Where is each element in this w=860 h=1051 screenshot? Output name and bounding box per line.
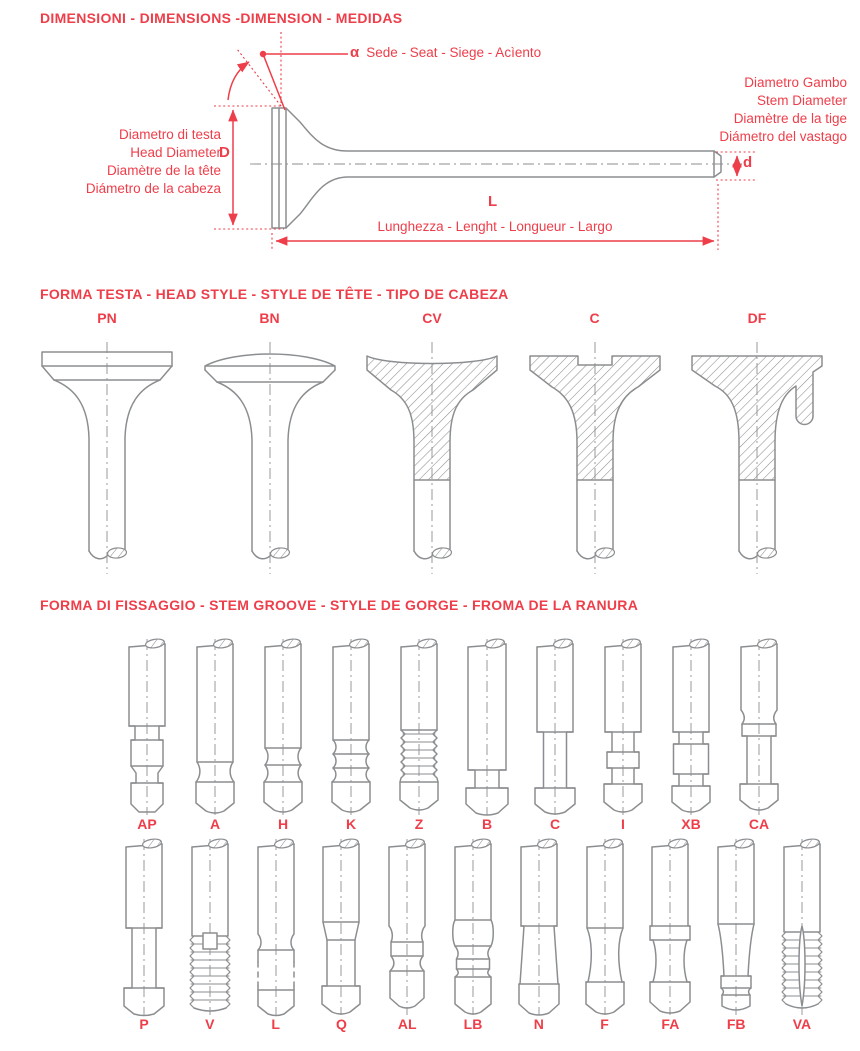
groove-fb-drawing bbox=[704, 836, 768, 1018]
stem-groove-row-2 bbox=[112, 836, 834, 1032]
groove-p-drawing bbox=[112, 836, 176, 1018]
groove-va-drawing bbox=[770, 836, 834, 1018]
groove-code: AP bbox=[137, 816, 157, 832]
groove-b-drawing bbox=[455, 636, 519, 818]
groove-a bbox=[183, 636, 247, 832]
groove-b bbox=[455, 636, 519, 832]
seat-angle-arc bbox=[228, 62, 249, 100]
groove-k bbox=[319, 636, 383, 832]
groove-h bbox=[251, 636, 315, 832]
head-diameter-label bbox=[0, 126, 221, 198]
head-style-code: DF bbox=[747, 310, 767, 326]
groove-xb bbox=[659, 636, 723, 832]
groove-l bbox=[244, 836, 308, 1032]
groove-n bbox=[507, 836, 571, 1032]
head-diameter-line-es: Diámetro de la cabeza bbox=[85, 181, 221, 196]
groove-code: LB bbox=[463, 1016, 483, 1032]
groove-code: L bbox=[271, 1016, 280, 1032]
seat-leader-line bbox=[263, 54, 348, 110]
groove-h-drawing bbox=[251, 636, 315, 818]
groove-lb-drawing bbox=[441, 836, 505, 1018]
groove-ca bbox=[727, 636, 791, 832]
groove-code: FA bbox=[661, 1016, 680, 1032]
dimensions-section-title: DIMENSIONI - DIMENSIONS -DIMENSION - MEDIDAS bbox=[40, 10, 403, 26]
head-style-code: PN bbox=[97, 310, 117, 326]
valve-head-bn-drawing bbox=[195, 330, 345, 580]
groove-k-drawing bbox=[319, 636, 383, 818]
length-label: Lunghezza - Lenght - Longueur - Largo bbox=[377, 219, 613, 234]
stem-diameter-line-fr: Diamètre de la tige bbox=[733, 111, 847, 126]
alpha-symbol: α bbox=[350, 44, 360, 61]
seat-leader-dot bbox=[260, 51, 266, 57]
groove-z bbox=[387, 636, 451, 832]
groove-code: I bbox=[621, 816, 625, 832]
stem-groove-row-1 bbox=[115, 636, 791, 832]
seat-label-text: Sede - Seat - Siege - Acìento bbox=[366, 45, 542, 60]
stem-groove-section-title: FORMA DI FISSAGGIO - STEM GROOVE - STYLE DE GORGE - FROMA DE LA RANURA bbox=[40, 597, 639, 613]
groove-q bbox=[309, 836, 373, 1032]
groove-code: XB bbox=[681, 816, 701, 832]
seat-angle-label bbox=[350, 44, 541, 61]
groove-f bbox=[573, 836, 637, 1032]
groove-i bbox=[591, 636, 655, 832]
groove-i-drawing bbox=[591, 636, 655, 818]
groove-p bbox=[112, 836, 176, 1032]
dimension-symbol-d: d bbox=[743, 154, 753, 171]
groove-fa-drawing bbox=[638, 836, 702, 1018]
dimension-symbol-D: D bbox=[219, 144, 230, 161]
head-style-bn bbox=[195, 310, 345, 580]
groove-v-drawing bbox=[178, 836, 242, 1018]
head-style-section-title: FORMA TESTA - HEAD STYLE - STYLE DE TÊTE - TIPO DE CABEZA bbox=[40, 286, 509, 302]
head-style-code: BN bbox=[259, 310, 280, 326]
groove-z-drawing bbox=[387, 636, 451, 818]
groove-va bbox=[770, 836, 834, 1032]
groove-fa bbox=[638, 836, 702, 1032]
groove-ap bbox=[115, 636, 179, 832]
groove-f-drawing bbox=[573, 836, 637, 1018]
groove-code: F bbox=[600, 1016, 609, 1032]
groove-code: H bbox=[277, 816, 289, 832]
groove-code: FB bbox=[726, 1016, 746, 1032]
head-style-code: C bbox=[589, 310, 600, 326]
groove-code: P bbox=[139, 1016, 149, 1032]
groove-code: A bbox=[209, 816, 221, 832]
groove-code: K bbox=[345, 816, 357, 832]
groove-l-drawing bbox=[244, 836, 308, 1018]
valve-head-pn-drawing bbox=[32, 330, 182, 580]
groove-code: Q bbox=[335, 1016, 347, 1032]
valve-head-c-drawing bbox=[520, 330, 670, 580]
groove-code: Z bbox=[414, 816, 424, 832]
dimension-symbol-L: L bbox=[488, 193, 498, 210]
valve-head-cv-drawing bbox=[357, 330, 507, 580]
groove-code: N bbox=[533, 1016, 544, 1032]
stem-diameter-line-es: Diámetro del vastago bbox=[719, 129, 847, 144]
head-diameter-line-it: Diametro di testa bbox=[118, 127, 221, 142]
groove-c bbox=[523, 636, 587, 832]
groove-code: B bbox=[481, 816, 493, 832]
stem-diameter-label bbox=[600, 74, 847, 146]
groove-ca-drawing bbox=[727, 636, 791, 818]
groove-c-drawing bbox=[523, 636, 587, 818]
head-style-df bbox=[682, 310, 832, 580]
groove-code: C bbox=[549, 816, 561, 832]
groove-code: V bbox=[205, 1016, 215, 1032]
head-style-cv bbox=[357, 310, 507, 580]
groove-al-drawing bbox=[375, 836, 439, 1018]
groove-fb bbox=[704, 836, 768, 1032]
head-diameter-line-en: Head Diameter bbox=[130, 145, 221, 160]
groove-xb-drawing bbox=[659, 636, 723, 818]
groove-ap-drawing bbox=[115, 636, 179, 818]
groove-a-drawing bbox=[183, 636, 247, 818]
head-style-pn bbox=[32, 310, 182, 580]
head-style-code: CV bbox=[422, 310, 442, 326]
valve-head-df-drawing bbox=[682, 330, 832, 580]
groove-code: VA bbox=[792, 1016, 812, 1032]
groove-q-drawing bbox=[309, 836, 373, 1018]
head-style-row bbox=[32, 310, 832, 580]
stem-diameter-line-en: Stem Diameter bbox=[756, 93, 847, 108]
groove-code: CA bbox=[748, 816, 770, 832]
stem-diameter-line-it: Diametro Gambo bbox=[744, 75, 847, 90]
groove-code: AL bbox=[397, 1016, 417, 1032]
head-style-c bbox=[520, 310, 670, 580]
groove-lb bbox=[441, 836, 505, 1032]
groove-n-drawing bbox=[507, 836, 571, 1018]
groove-v bbox=[178, 836, 242, 1032]
head-diameter-line-fr: Diamètre de la tête bbox=[106, 163, 221, 178]
groove-al bbox=[375, 836, 439, 1032]
